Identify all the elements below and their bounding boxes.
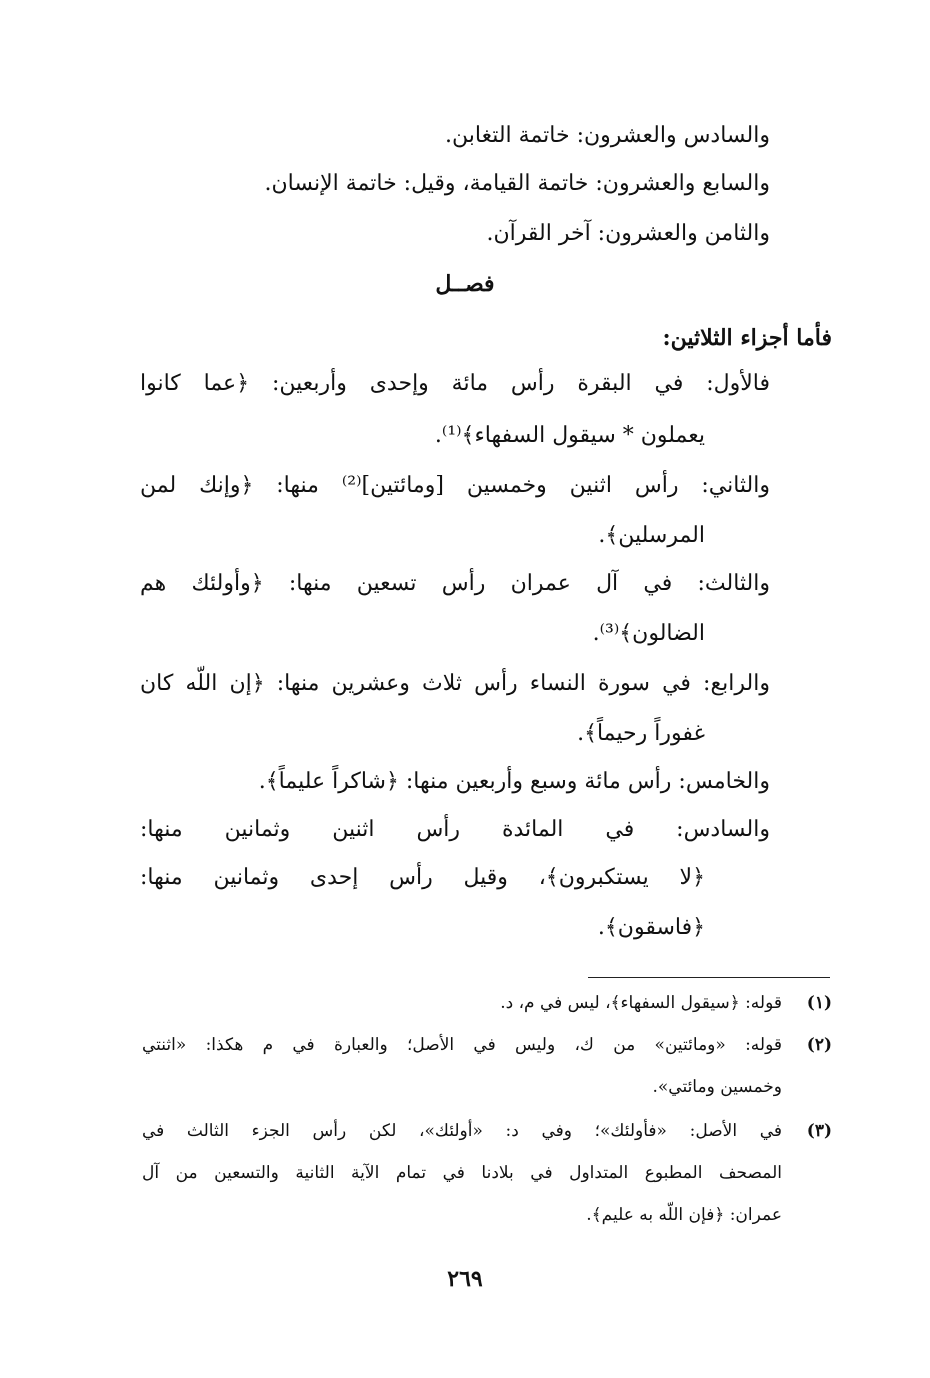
footnote-text: في الأصل: «فأولئك»؛ وفي د: «أولئك»، لكن رأس الجزء الثالث في bbox=[142, 1121, 782, 1141]
section-title: فصــل bbox=[435, 271, 495, 297]
entry-line: ﴿فاسقون﴾. bbox=[597, 915, 705, 940]
section-intro: فأما أجزاء الثلاثين: bbox=[662, 325, 832, 351]
entry-line: والسادس: في المائدة رأس اثنين وثمانين منها: bbox=[140, 817, 770, 842]
entry-line: والرابع: في سورة النساء رأس ثلاث وعشرين منها: ﴿إن اللّه كان bbox=[140, 671, 770, 696]
footnote-text: عمران: ﴿فإن اللّه به عليم﴾. bbox=[586, 1205, 782, 1225]
entry-line: ﴿لا يستكبرون﴾، وقيل رأس إحدى وثمانين منها: bbox=[140, 865, 705, 890]
footnote-text: المصحف المطبوع المتداول في بلادنا في تمام الآية الثانية والتسعين من آل bbox=[142, 1163, 782, 1183]
entry-line: المرسلين﴾. bbox=[598, 523, 705, 548]
footnote-text: قوله: «ومائتين» من ك، وليس في الأصل؛ والعبارة في م هكذا: «اثنتي bbox=[142, 1035, 782, 1055]
text-line: والثامن والعشرون: آخر القرآن. bbox=[486, 221, 770, 246]
footnote-text: وخمسين ومائتي». bbox=[652, 1077, 782, 1097]
footnote-number: (٢) bbox=[806, 1035, 832, 1055]
footnote-number: (٣) bbox=[806, 1121, 832, 1141]
page-number: ٢٦٩ bbox=[447, 1266, 483, 1292]
entry-line: والثاني: رأس اثنين وخمسين [ومائتين]⁽²⁾ منها: ﴿وإنك لمن bbox=[140, 473, 770, 498]
entry-line: والثالث: في آل عمران رأس تسعين منها: ﴿وأولئك هم bbox=[140, 571, 770, 596]
entry-line: الضالون﴾⁽³⁾. bbox=[592, 621, 705, 646]
entry-line: يعملون * سيقول السفهاء﴾⁽¹⁾. bbox=[434, 423, 705, 448]
entry-line: فالأول: في البقرة رأس مائة وإحدى وأربعين: ﴿عما كانوا bbox=[140, 371, 770, 396]
text-line: والسابع والعشرون: خاتمة القيامة، وقيل: خاتمة الإنسان. bbox=[264, 171, 770, 196]
footnote-separator bbox=[588, 977, 830, 978]
entry-line: غفوراً رحيماً﴾. bbox=[577, 721, 705, 746]
entry-line: والخامس: رأس مائة وسبع وأربعين منها: ﴿شاكراً عليماً﴾. bbox=[258, 769, 770, 794]
text-line: والسادس والعشرون: خاتمة التغابن. bbox=[445, 123, 770, 148]
footnote-number: (١) bbox=[806, 993, 832, 1013]
footnote-text: قوله: ﴿سيقول السفهاء﴾، ليس في م، د. bbox=[500, 993, 782, 1013]
